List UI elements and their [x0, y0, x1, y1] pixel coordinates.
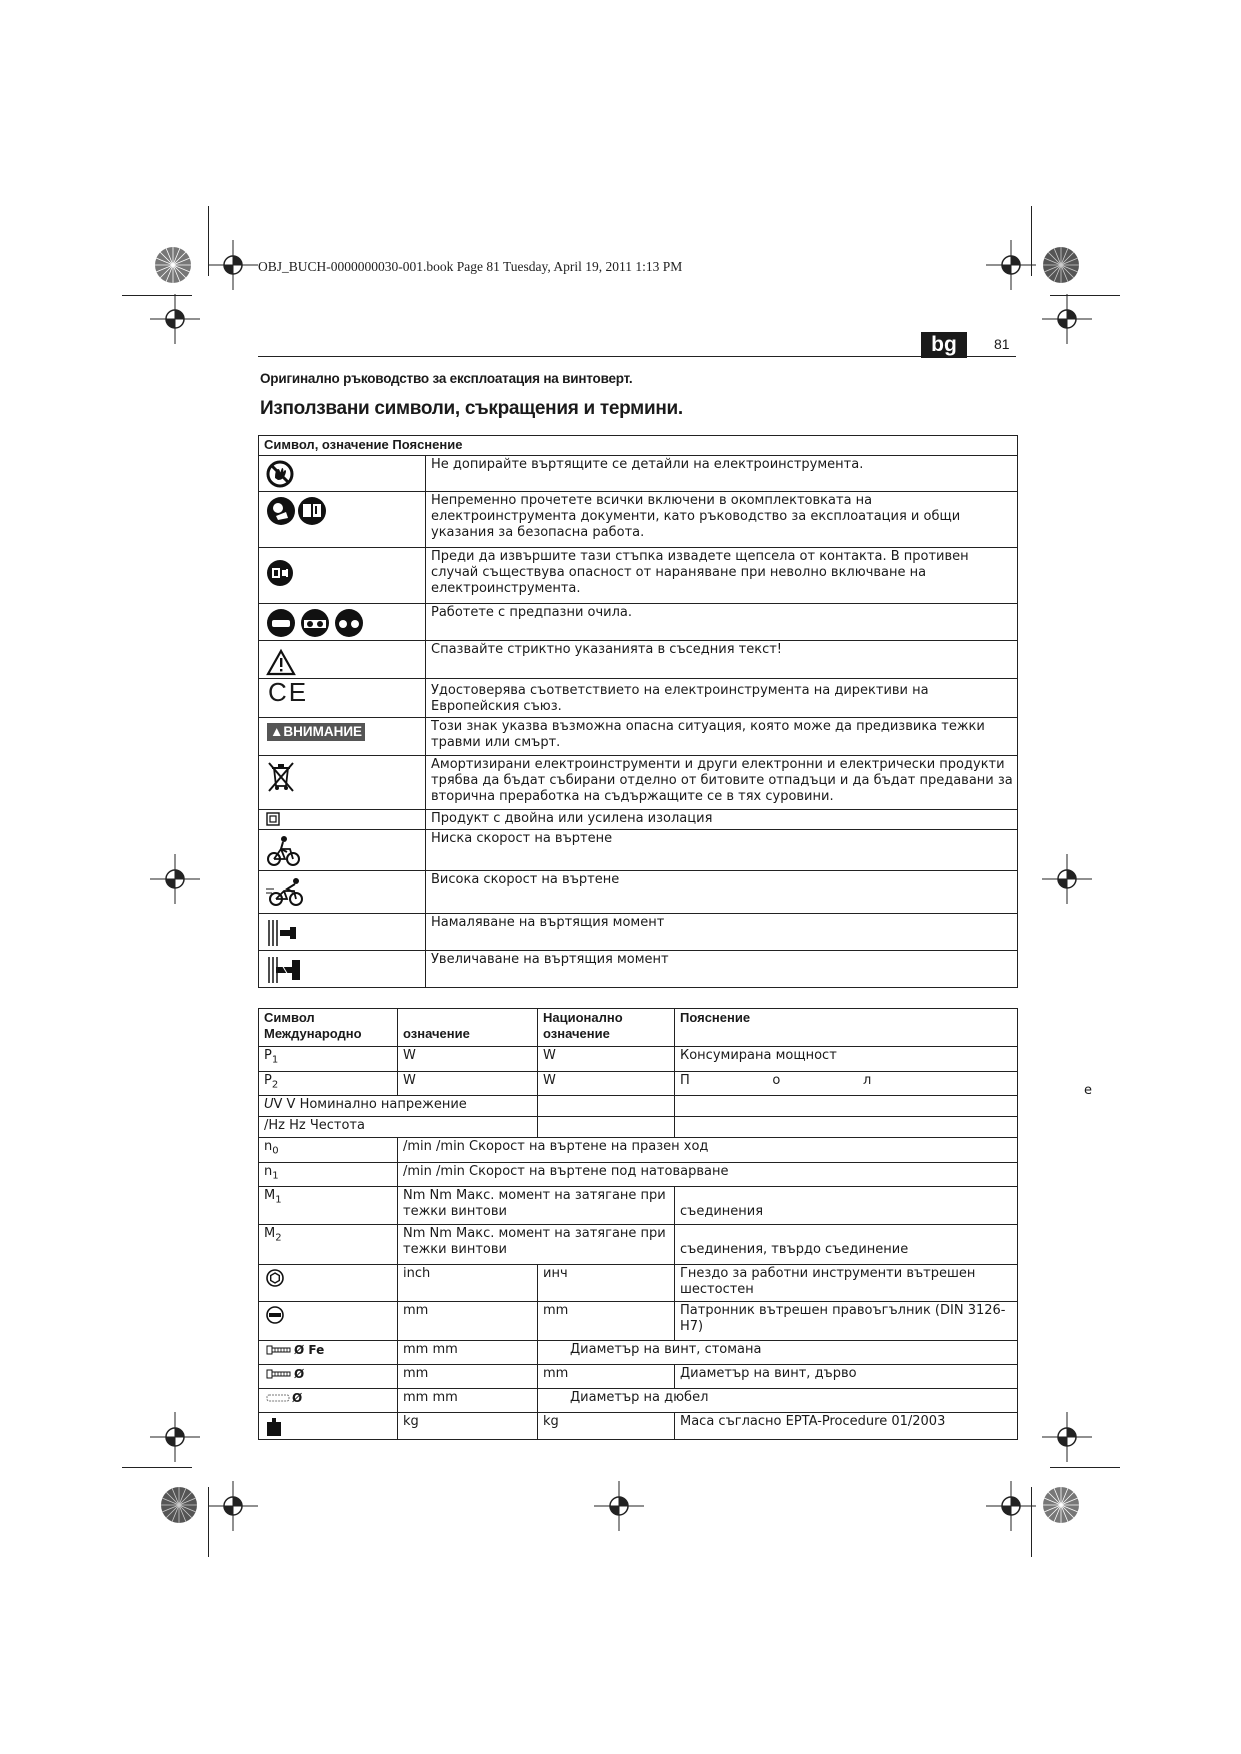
- table-row: [259, 604, 1018, 641]
- designations-table: [258, 1008, 1018, 1440]
- symbol-cell: $P_1$: [259, 1047, 398, 1072]
- symbols-table: [258, 435, 1018, 988]
- symbol-cell: [259, 871, 426, 914]
- symbol-cell: [259, 604, 426, 641]
- table-row: [259, 914, 1018, 951]
- national-cell: W: [538, 1047, 675, 1072]
- table-row: [259, 718, 1018, 756]
- symbol-cell: $M_2$: [259, 1225, 398, 1265]
- symbol-cell: $n_0$: [259, 1138, 398, 1163]
- table-row: [259, 810, 1018, 830]
- weight-icon: [266, 1418, 282, 1436]
- explanation-cell: съединения, твърдо съединение: [675, 1225, 1018, 1265]
- table-row: [259, 1365, 1018, 1389]
- table-row: [259, 1071, 1018, 1096]
- national-cell: [538, 1096, 675, 1117]
- document-subtitle: Оригинално ръководство за експлоатация на винтоверт.: [260, 371, 633, 386]
- table-row: [259, 1138, 1018, 1163]
- table-header-cell: Символ, означение Пояснение: [259, 436, 1018, 456]
- description-cell: Удостоверява съответствието на електроинструмента на директиви на Европейския съюз.: [426, 679, 1018, 718]
- symbol-cell: [259, 830, 426, 871]
- crop-line: [122, 1467, 192, 1468]
- national-cell: Диаметър на дюбел: [538, 1389, 1018, 1413]
- international-cell: Nm Nm Макс. момент на затягане при тежки винтови: [398, 1187, 675, 1225]
- description-cell: Ниска скорост на въртене: [426, 830, 1018, 871]
- description-cell: Увеличаване на въртящия момент: [426, 951, 1018, 988]
- registration-starburst-icon: [1041, 1485, 1081, 1525]
- symbol-cell: [259, 1265, 398, 1302]
- description-cell: Спазвайте стриктно указанията в съседния текст!: [426, 641, 1018, 679]
- unplug-icon: [266, 559, 294, 587]
- registration-starburst-icon: [159, 1485, 199, 1525]
- language-badge: bg: [921, 332, 967, 358]
- description-cell: Намаляване на въртящия момент: [426, 914, 1018, 951]
- national-cell: mm: [538, 1365, 675, 1389]
- bicycle-fast-icon: [266, 875, 308, 909]
- symbol-cell: Ø: [259, 1389, 398, 1413]
- national-cell: инч: [538, 1265, 675, 1302]
- symbol-cell: [259, 1302, 398, 1341]
- symbol-cell: [259, 492, 426, 548]
- table-row: [259, 1265, 1018, 1302]
- table-row: [259, 1341, 1018, 1365]
- registration-starburst-icon: [1041, 245, 1081, 285]
- table-row: [259, 1413, 1018, 1440]
- warning-badge-icon: [267, 723, 365, 741]
- international-cell: mm: [398, 1365, 538, 1389]
- table-header-row: [259, 436, 1018, 456]
- warning-triangle-icon: [266, 648, 296, 676]
- table-row: [259, 1225, 1018, 1265]
- safety-glasses-icon: [266, 608, 364, 638]
- international-cell: mm mm: [398, 1389, 538, 1413]
- international-cell: mm mm: [398, 1341, 538, 1365]
- header-explanation: Пояснение: [675, 1009, 1018, 1047]
- registration-crosshair-icon: [208, 1481, 258, 1531]
- table-row: [259, 1047, 1018, 1072]
- symbol-cell: [259, 756, 426, 810]
- table-row: [259, 830, 1018, 871]
- explanation-cell: Консумирана мощност: [675, 1047, 1018, 1072]
- national-cell: Диаметър на винт, стомана: [538, 1341, 1018, 1365]
- section-title: Използвани символи, съкращения и термини.: [260, 398, 683, 419]
- registration-crosshair-icon: [1042, 1412, 1092, 1462]
- explanation-cell: [675, 1117, 1018, 1138]
- header-international: означение: [398, 1009, 538, 1047]
- symbol-cell: $M_1$: [259, 1187, 398, 1225]
- symbol-cell: [259, 641, 426, 679]
- symbol-cell: /Hz Hz Честота: [259, 1117, 538, 1138]
- registration-crosshair-icon: [986, 1481, 1036, 1531]
- description-cell: Амортизирани електроинструменти и други електронни и електрически продукти трябва да бъдат събирани отделно от битовите отпадъци и да бъдат предавани за вторична преработка на съдържащите се в тях суровини.: [426, 756, 1018, 810]
- warning-triangle-icon: ▲: [270, 724, 284, 739]
- header-symbol: Символ Международно: [259, 1009, 398, 1047]
- dowel-icon: [266, 1392, 290, 1404]
- bicycle-slow-icon: [266, 834, 302, 868]
- table-row: [259, 1162, 1018, 1187]
- table-row: [259, 1117, 1018, 1138]
- no-hand-icon: [266, 460, 294, 488]
- international-cell: W: [398, 1071, 538, 1096]
- symbol-cell: $P_2$: [259, 1071, 398, 1096]
- overflow-text-fragment: е: [1084, 1083, 1092, 1098]
- registration-crosshair-icon: [986, 240, 1036, 290]
- registration-crosshair-icon: [1042, 294, 1092, 344]
- registration-crosshair-icon: [594, 1481, 644, 1531]
- description-cell: Преди да извършите тази стъпка извадете щепсела от контакта. В противен случай съществува опасност от нараняване при неволно включване на електроинструмента.: [426, 548, 1018, 604]
- table-row: [259, 1302, 1018, 1341]
- national-cell: [538, 1117, 675, 1138]
- header-national: Национално означение: [538, 1009, 675, 1047]
- warning-badge-label: ВНИМАНИЕ: [283, 724, 363, 739]
- table-row: [259, 756, 1018, 810]
- symbol-cell: Ø: [259, 1365, 398, 1389]
- double-insulation-icon: [266, 812, 280, 826]
- table-row: [259, 1187, 1018, 1225]
- registration-crosshair-icon: [208, 240, 258, 290]
- table-row: [259, 1389, 1018, 1413]
- table-row: [259, 456, 1018, 492]
- read-manual-icon: [266, 496, 328, 526]
- explanation-cell: Патронник вътрешен правоъгълник (DIN 3126-H7): [675, 1302, 1018, 1341]
- description-cell: Този знак указва възможна опасна ситуация, която може да предизвика тежки травми или смърт.: [426, 718, 1018, 756]
- page-number: 81: [994, 336, 1010, 352]
- national-cell: W: [538, 1071, 675, 1096]
- torque-low-icon: [266, 918, 304, 948]
- torque-high-icon: [266, 955, 308, 985]
- registration-crosshair-icon: [150, 854, 200, 904]
- header-rule: [258, 356, 1016, 357]
- symbol-cell: [259, 951, 426, 988]
- description-cell: Висока скорост на въртене: [426, 871, 1018, 914]
- symbol-cell: $n_1$: [259, 1162, 398, 1187]
- international-cell: W: [398, 1047, 538, 1072]
- rect-chuck-icon: [266, 1306, 284, 1324]
- international-cell: kg: [398, 1413, 538, 1440]
- symbol-cell: Ø Fe: [259, 1341, 398, 1365]
- symbol-cell: [259, 718, 426, 756]
- explanation-cell: Диаметър на винт, дърво: [675, 1365, 1018, 1389]
- international-cell: mm: [398, 1302, 538, 1341]
- explanation-cell: Маса съгласно EPTA-Procedure 01/2003: [675, 1413, 1018, 1440]
- table-row: [259, 548, 1018, 604]
- crop-line: [1050, 1467, 1120, 1468]
- explanation-cell: П о л: [675, 1071, 1018, 1096]
- symbol-cell: [259, 456, 426, 492]
- explanation-cell: съединения: [675, 1187, 1018, 1225]
- national-cell: kg: [538, 1413, 675, 1440]
- international-cell: inch: [398, 1265, 538, 1302]
- symbol-cell: [259, 1413, 398, 1440]
- registration-crosshair-icon: [150, 294, 200, 344]
- table-row: [259, 871, 1018, 914]
- registration-crosshair-icon: [150, 1412, 200, 1462]
- symbol-cell: [259, 914, 426, 951]
- hex-socket-icon: [266, 1269, 284, 1287]
- ce-mark-icon: CE: [268, 677, 309, 707]
- international-cell: /min /min Скорост на въртене под натоварване: [398, 1162, 1018, 1187]
- table-row: [259, 679, 1018, 718]
- screw-steel-icon: [266, 1344, 292, 1356]
- explanation-cell: [675, 1096, 1018, 1117]
- screw-wood-icon: [266, 1368, 292, 1380]
- international-cell: /min /min Скорост на въртене на празен ход: [398, 1138, 1018, 1163]
- explanation-cell: Гнездо за работни инструменти вътрешен шестостен: [675, 1265, 1018, 1302]
- symbol-cell: UV V Номинално напрежение: [259, 1096, 538, 1117]
- registration-starburst-icon: [153, 245, 193, 285]
- description-cell: Не допирайте въртящите се детайли на електроинструмента.: [426, 456, 1018, 492]
- crossed-bin-icon: [266, 760, 296, 794]
- table-header-row: [259, 1009, 1018, 1047]
- book-info-line: OBJ_BUCH-0000000030-001.book Page 81 Tuesday, April 19, 2011 1:13 PM: [258, 259, 683, 274]
- description-cell: Непременно прочетете всички включени в окомплектовката на електроинструмента документи, като ръководство за експлоатация и общи указания за безопасна работа.: [426, 492, 1018, 548]
- national-cell: mm: [538, 1302, 675, 1341]
- symbol-cell: [259, 810, 426, 830]
- table-row: [259, 492, 1018, 548]
- table-row: [259, 641, 1018, 679]
- symbol-cell: [259, 548, 426, 604]
- registration-crosshair-icon: [1042, 854, 1092, 904]
- table-row: [259, 951, 1018, 988]
- table-row: [259, 1096, 1018, 1117]
- symbol-cell: [259, 679, 426, 718]
- description-cell: Продукт с двойна или усилена изолация: [426, 810, 1018, 830]
- description-cell: Работете с предпазни очила.: [426, 604, 1018, 641]
- international-cell: Nm Nm Макс. момент на затягане при тежки винтови: [398, 1225, 675, 1265]
